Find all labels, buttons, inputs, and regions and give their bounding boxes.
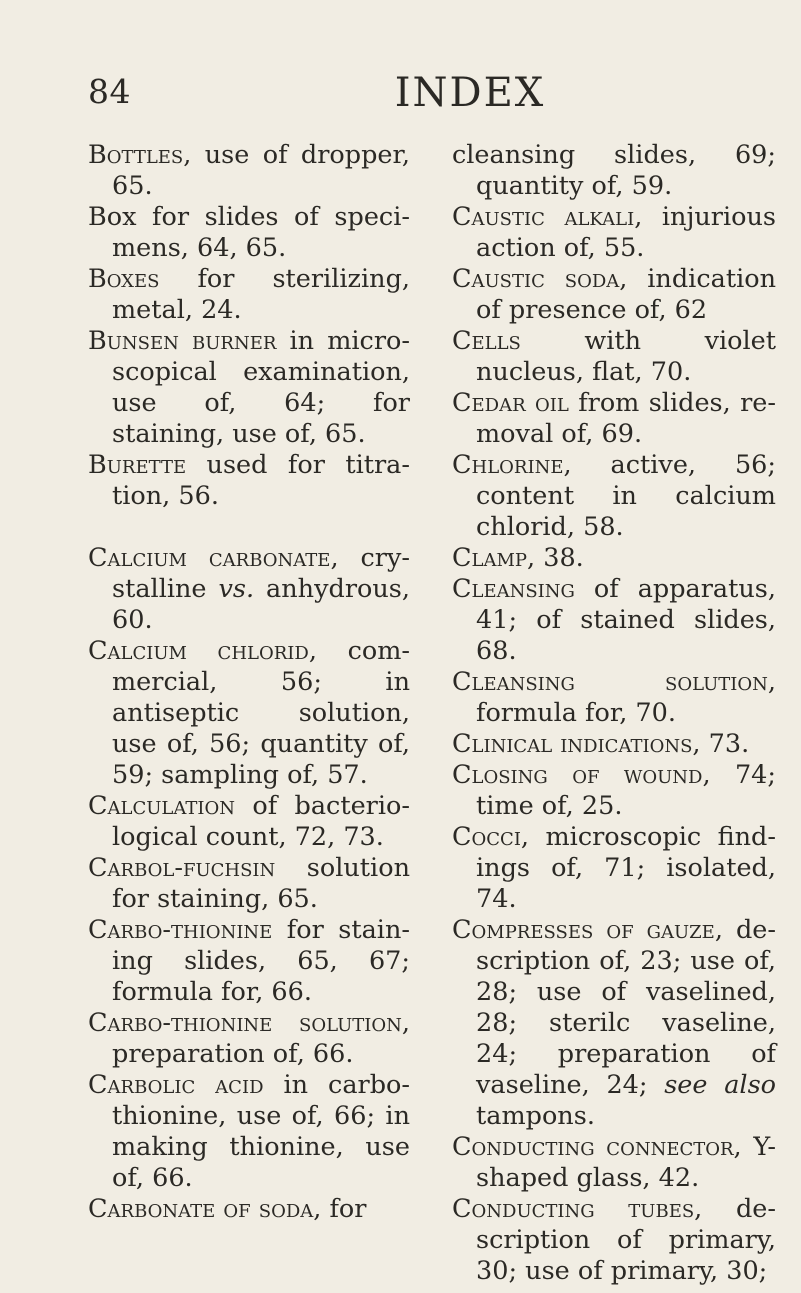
entry-text: tampons. [476, 1101, 595, 1131]
entry-text: use of dropper, 65. [112, 140, 410, 201]
entry-text: with violet nucleus, flat, 70. [476, 326, 776, 387]
entry-heading: Carbonate of soda, [88, 1194, 322, 1224]
entry-text: formula for, 70. [476, 698, 676, 728]
entry-heading: Conducting tubes, [452, 1194, 703, 1224]
entry-heading: Cleansing [452, 574, 575, 604]
index-column-right [452, 140, 776, 1287]
index-entry [452, 140, 776, 202]
page-title: INDEX [394, 70, 546, 116]
entry-heading: Caustic soda, [452, 264, 628, 294]
index-entry [452, 264, 776, 326]
entry-text: crystalline [112, 543, 410, 604]
index-entry [452, 326, 776, 388]
entry-heading: Calculation [88, 791, 235, 821]
index-entry [88, 853, 410, 915]
entry-heading: Caustic alkali, [452, 202, 643, 232]
entry-text: for [321, 1194, 367, 1224]
index-column-left [88, 140, 410, 1225]
index-entry [88, 1194, 410, 1225]
index-entry [88, 1008, 410, 1070]
index-entry [452, 760, 776, 822]
entry-text: anhydrous, 60. [112, 574, 410, 635]
index-entry [452, 202, 776, 264]
entry-text: of bacteriological count, 72, 73. [112, 791, 410, 852]
entry-heading: Carbo-thionine solution, [88, 1008, 410, 1038]
entry-heading: Cedar oil [452, 388, 569, 418]
entry-heading: Carbo-thionine [88, 915, 273, 945]
entry-text: 73. [700, 729, 750, 759]
index-entry [88, 543, 410, 636]
index-entry [88, 450, 410, 512]
index-entry [88, 915, 410, 1008]
entry-heading: Carbolic acid [88, 1070, 264, 1100]
entry-heading: Bottles, [88, 140, 192, 170]
entry-text: active, 56; content in calcium chlorid, 58. [476, 450, 776, 542]
index-entry [88, 791, 410, 853]
index-entry [452, 667, 776, 729]
index-entry [452, 822, 776, 915]
index-entry [452, 915, 776, 1132]
entry-heading: Calcium chlorid, [88, 636, 317, 666]
entry-text: in microscopical examination, use of, 64; for staining, use of, 65. [112, 326, 410, 449]
entry-text: of apparatus, 41; of stained slides, 68. [476, 574, 776, 666]
entry-text: preparation of, 66. [112, 1039, 354, 1069]
entry-heading: Carbol-fuchsin [88, 853, 276, 883]
page-number: 84 [88, 72, 131, 111]
entry-heading: Clamp, [452, 543, 536, 573]
entry-italic: see also [664, 1070, 777, 1100]
entry-italic: vs. [218, 574, 255, 604]
entry-heading: Burette [88, 450, 187, 480]
entry-text: used for titration, 56. [112, 450, 410, 511]
entry-text: in carbothionine, use of, 66; in making thionine, use of, 66. [112, 1070, 411, 1193]
index-entry [88, 326, 410, 450]
index-entry [452, 574, 776, 667]
entry-heading: Cocci, [452, 822, 530, 852]
entry-heading: Bunsen burner [88, 326, 277, 356]
index-entry [452, 388, 776, 450]
index-entry [88, 636, 410, 791]
index-entry [452, 450, 776, 543]
entry-text: 38. [535, 543, 584, 573]
entry-text: 74; time of, 25. [476, 760, 776, 821]
entry-text: for sterilizing, metal, 24. [112, 264, 410, 325]
entry-heading: Closing of wound, [452, 760, 711, 790]
index-entry [88, 1070, 410, 1194]
entry-text: cleansing slides, 69; quantity of, 59. [452, 140, 776, 201]
entry-text: indication of presence of, 62 [476, 264, 776, 325]
entry-text: commercial, 56; in antiseptic solution, use of, 56; quantity of, 59; sampling of, 57. [112, 636, 411, 790]
entry-text: from slides, removal of, 69. [476, 388, 776, 449]
page-header [88, 72, 761, 122]
entry-text: description of, 23; use of, 28; use of vaselined, 28; sterilc vaseline, 24; preparation of vaseline, 24; [476, 915, 776, 1100]
entry-text: injurious action of, 55. [476, 202, 776, 263]
entry-text: microscopic findings of, 71; isolated, 74. [476, 822, 776, 914]
index-entry [452, 1132, 776, 1194]
entry-heading: Cleansing solution, [452, 667, 776, 697]
entry-text: for staining slides, 65, 67; formula for, 66. [112, 915, 410, 1007]
index-entry [88, 202, 410, 264]
index-entry [88, 140, 410, 202]
entry-text: Box for slides of specimens, 64, 65. [88, 202, 410, 263]
entry-text: solution for staining, 65. [112, 853, 410, 914]
index-entry [452, 729, 776, 760]
entry-text: description of primary, 30; use of primary, 30; [476, 1194, 776, 1286]
entry-heading: Clinical indications, [452, 729, 701, 759]
index-entry [452, 543, 776, 574]
index-entry [452, 1194, 776, 1287]
entry-heading: Chlorine, [452, 450, 572, 480]
entry-heading: Cells [452, 326, 521, 356]
entry-heading: Boxes [88, 264, 160, 294]
entry-heading: Compresses of gauze, [452, 915, 723, 945]
entry-heading: Conducting connector, [452, 1132, 742, 1162]
entry-text: Y-shaped glass, 42. [476, 1132, 776, 1193]
entry-heading: Calcium carbonate, [88, 543, 339, 573]
index-entry [88, 264, 410, 326]
